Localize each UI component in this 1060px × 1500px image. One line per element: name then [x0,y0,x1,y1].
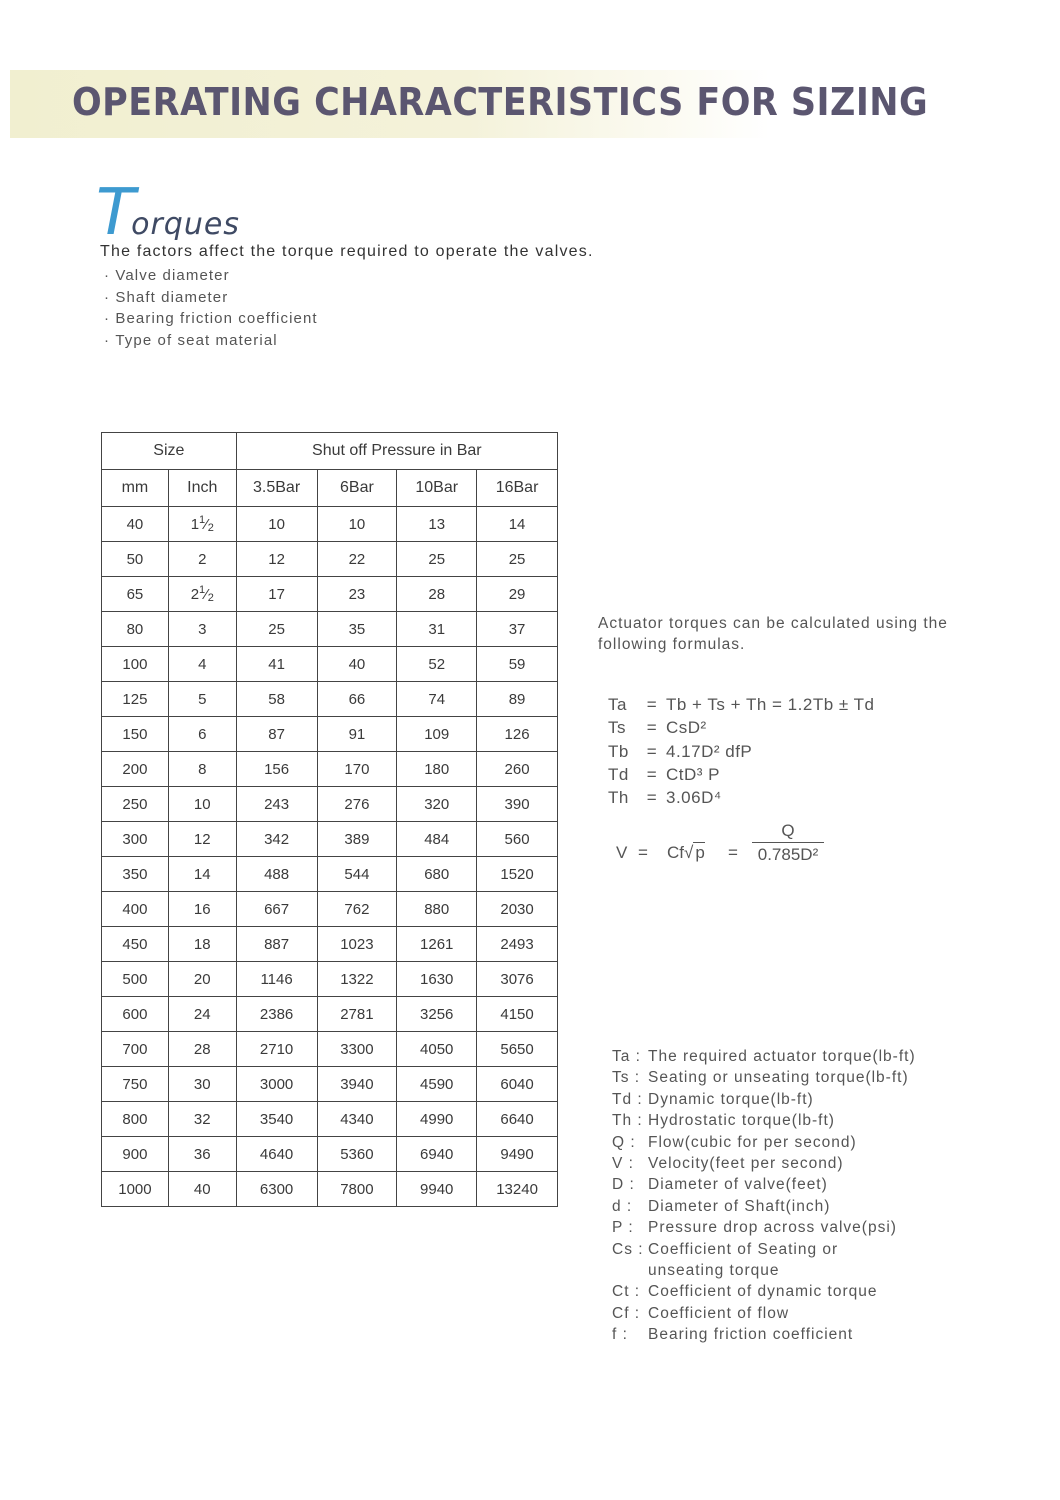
size-group-header: Size [102,433,237,470]
cell-10bar: 31 [397,612,477,647]
cell-mm: 250 [102,787,169,822]
section-heading-initial: T [96,176,136,250]
cell-3-5bar: 667 [236,892,317,927]
cell-mm: 400 [102,892,169,927]
cell-inch: 32 [168,1102,236,1137]
legend-symbol: Ct : [612,1283,641,1301]
formula-lhs: Ts [608,718,626,738]
cell-inch: 3 [168,612,236,647]
velocity-radicand: p [695,843,705,862]
cell-10bar: 320 [397,787,477,822]
table-row [102,1172,558,1207]
cell-3-5bar: 6300 [236,1172,317,1207]
cell-inch: 8 [168,752,236,787]
cell-inch: $1^1⁄_2$ [168,507,236,542]
cell-inch: 2 [168,542,236,577]
legend-description: Hydrostatic torque(lb-ft) [648,1112,835,1130]
cell-10bar: 4990 [397,1102,477,1137]
cell-mm: 700 [102,1032,169,1067]
cell-6bar: 91 [317,717,397,752]
column-header-mm: mm [102,470,169,507]
legend-item [612,1046,916,1067]
cell-6bar: 7800 [317,1172,397,1207]
cell-10bar: 13 [397,507,477,542]
column-header-16bar: 16Bar [477,470,558,507]
legend-description: Velocity(feet per second) [648,1154,844,1172]
cell-mm: 800 [102,1102,169,1137]
legend-symbol: D : [612,1176,635,1194]
legend-item [612,1260,916,1281]
formula-lhs: Ta [608,695,627,714]
cell-3-5bar: 2710 [236,1032,317,1067]
cell-3-5bar: 887 [236,927,317,962]
table-row [102,542,558,577]
cell-inch: 36 [168,1137,236,1172]
table-row [102,927,558,962]
cell-mm: 450 [102,927,169,962]
column-header-inch: Inch [168,470,236,507]
cell-6bar: 35 [317,612,397,647]
cell-3-5bar: 87 [236,717,317,752]
legend-item [612,1303,916,1324]
cell-inch: 10 [168,787,236,822]
cell-10bar: 1261 [397,927,477,962]
cell-6bar: 23 [317,577,397,612]
legend-symbol: Td : [612,1090,643,1108]
cell-10bar: 25 [397,542,477,577]
cell-inch: 24 [168,997,236,1032]
cell-mm: 1000 [102,1172,169,1207]
formula-lhs: Tb [608,741,629,761]
legend-item [612,1067,916,1088]
cell-16bar: 25 [477,542,558,577]
table-row [102,752,558,787]
cell-mm: 350 [102,857,169,892]
column-header-6bar: 6Bar [317,470,397,507]
cell-10bar: 1630 [397,962,477,997]
cell-3-5bar: 10 [236,507,317,542]
cell-10bar: 74 [397,682,477,717]
cell-10bar: 4050 [397,1032,477,1067]
table-row [102,1067,558,1102]
cell-3-5bar: 342 [236,822,317,857]
table-row [102,962,558,997]
cell-inch: 4 [168,647,236,682]
cell-3-5bar: 3540 [236,1102,317,1137]
cell-3-5bar: 12 [236,542,317,577]
legend-item [612,1089,916,1110]
cell-6bar: 1322 [317,962,397,997]
legend-symbol: Ta : [612,1048,641,1065]
formula-ts: Ts = CsD² [608,718,707,738]
velocity-denominator: 0.785D² [757,845,819,864]
legend-item [612,1281,916,1302]
legend-description: Coefficient of dynamic torque [648,1283,878,1301]
cell-3-5bar: 243 [236,787,317,822]
formula-td: Td = CtD³ P [608,764,720,784]
legend-symbol: Th : [612,1112,643,1130]
cell-16bar: 4150 [477,997,558,1032]
section-heading [96,176,244,250]
velocity-lhs: V [616,843,628,862]
formula-th: Th = 3.06D⁴ [608,788,722,808]
formula-rhs: 3.06D⁴ [666,788,722,808]
cell-mm: 900 [102,1137,169,1172]
table-row [102,892,558,927]
cell-16bar: 29 [477,577,558,612]
cell-6bar: 10 [317,507,397,542]
cell-6bar: 22 [317,542,397,577]
cell-6bar: 1023 [317,927,397,962]
formula-rhs: CtD³ P [666,764,720,784]
table-row [102,612,558,647]
cell-6bar: 389 [317,822,397,857]
cell-6bar: 276 [317,787,397,822]
cell-mm: 40 [102,507,169,542]
cell-10bar: 484 [397,822,477,857]
legend-item [612,1324,916,1345]
column-header-3-5bar: 3.5Bar [236,470,317,507]
cell-inch: 28 [168,1032,236,1067]
velocity-fraction [752,820,824,865]
cell-16bar: 3076 [477,962,558,997]
legend-item [612,1110,916,1131]
cell-mm: 80 [102,612,169,647]
cell-16bar: 13240 [477,1172,558,1207]
cell-6bar: 3300 [317,1032,397,1067]
cell-inch: 20 [168,962,236,997]
table-row [102,577,558,612]
legend-item [612,1217,916,1238]
legend-description: Diameter of valve(feet) [648,1176,828,1194]
table-row [102,857,558,892]
cell-10bar: 680 [397,857,477,892]
column-header-10bar: 10Bar [397,470,477,507]
factor-item: · Type of seat material [104,330,318,352]
cell-3-5bar: 25 [236,612,317,647]
cell-6bar: 66 [317,682,397,717]
cell-inch: 5 [168,682,236,717]
cell-6bar: 40 [317,647,397,682]
cell-6bar: 4340 [317,1102,397,1137]
table-row [102,822,558,857]
symbol-legend [612,1046,916,1345]
cell-inch: 40 [168,1172,236,1207]
legend-item [612,1174,916,1195]
formula-intro: Actuator torques can be calculated using the following formulas. [598,615,948,653]
formula-rhs: CsD² [666,718,707,738]
cell-6bar: 544 [317,857,397,892]
formula-rhs: 4.17D² dfP [666,741,753,761]
legend-description: Flow(cubic for per second) [648,1133,857,1151]
cell-10bar: 880 [397,892,477,927]
legend-symbol: Q : [612,1133,636,1151]
cell-16bar: 5650 [477,1032,558,1067]
cell-10bar: 9940 [397,1172,477,1207]
cell-inch: 18 [168,927,236,962]
table-row [102,507,558,542]
legend-symbol: Cs : [612,1240,644,1258]
cell-16bar: 560 [477,822,558,857]
legend-description: Diameter of Shaft(inch) [648,1197,831,1215]
legend-description: Seating or unseating torque(lb-ft) [648,1069,909,1087]
cell-mm: 50 [102,542,169,577]
cell-16bar: 6040 [477,1067,558,1102]
legend-description: Coefficient of Seating or [648,1240,839,1258]
cell-mm: 600 [102,997,169,1032]
cell-inch: $2^1⁄_2$ [168,577,236,612]
cell-3-5bar: 488 [236,857,317,892]
cell-6bar: 2781 [317,997,397,1032]
legend-description: Pressure drop across valve(psi) [648,1219,897,1237]
cell-16bar: 2030 [477,892,558,927]
cell-mm: 100 [102,647,169,682]
cell-mm: 65 [102,577,169,612]
legend-symbol: f : [612,1326,628,1344]
table-row [102,1102,558,1137]
legend-item [612,1153,916,1174]
cell-3-5bar: 3000 [236,1067,317,1102]
cell-10bar: 180 [397,752,477,787]
cell-10bar: 4590 [397,1067,477,1102]
cell-16bar: 14 [477,507,558,542]
cell-3-5bar: 41 [236,647,317,682]
cell-3-5bar: 156 [236,752,317,787]
velocity-numerator: Q [781,821,795,840]
cell-6bar: 170 [317,752,397,787]
legend-symbol: Cf : [612,1304,641,1322]
cell-16bar: 260 [477,752,558,787]
legend-symbol: d : [612,1197,633,1215]
cell-inch: 14 [168,857,236,892]
factor-list [104,265,318,351]
cell-3-5bar: 17 [236,577,317,612]
cell-inch: 16 [168,892,236,927]
section-heading-text: orques [131,207,240,242]
cell-10bar: 6940 [397,1137,477,1172]
cell-6bar: 5360 [317,1137,397,1172]
table-row [102,682,558,717]
table-row [102,717,558,752]
cell-mm: 150 [102,717,169,752]
cell-mm: 300 [102,822,169,857]
legend-description: unseating torque [648,1261,780,1279]
pressure-group-header: Shut off Pressure in Bar [236,433,557,470]
table-row [102,997,558,1032]
cell-3-5bar: 58 [236,682,317,717]
intro-text: The factors affect the torque required to operate the valves. [100,243,594,260]
legend-symbol: Ts : [612,1069,641,1087]
cell-16bar: 6640 [477,1102,558,1137]
legend-item [612,1239,916,1260]
cell-16bar: 126 [477,717,558,752]
table-row [102,647,558,682]
factor-item: · Valve diameter [104,265,318,287]
cell-3-5bar: 4640 [236,1137,317,1172]
page-title: OPERATING CHARACTERISTICS FOR SIZING [72,80,929,124]
legend-symbol: P : [612,1219,634,1237]
formula-lhs: Td [608,764,629,784]
cell-10bar: 52 [397,647,477,682]
legend-description: The required actuator torque(lb-ft) [648,1048,916,1065]
cell-6bar: 762 [317,892,397,927]
legend-description: Coefficient of flow [648,1304,790,1322]
cell-10bar: 28 [397,577,477,612]
table-row [102,1137,558,1172]
cell-16bar: 9490 [477,1137,558,1172]
cell-16bar: 89 [477,682,558,717]
legend-item [612,1196,916,1217]
cell-16bar: 2493 [477,927,558,962]
legend-symbol: V : [612,1154,634,1172]
cell-mm: 125 [102,682,169,717]
cell-10bar: 109 [397,717,477,752]
cell-3-5bar: 2386 [236,997,317,1032]
cell-10bar: 3256 [397,997,477,1032]
torque-table [101,432,558,1207]
table-row [102,787,558,822]
cell-16bar: 1520 [477,857,558,892]
factor-item: · Shaft diameter [104,287,318,309]
legend-item [612,1132,916,1153]
cell-16bar: 59 [477,647,558,682]
formula-tb: Tb = 4.17D² dfP [608,741,753,761]
legend-description: Bearing friction coefficient [648,1326,854,1344]
cell-3-5bar: 1146 [236,962,317,997]
cell-inch: 30 [168,1067,236,1102]
formula-list [608,693,874,809]
cell-16bar: 37 [477,612,558,647]
cell-inch: 6 [168,717,236,752]
formula-lhs: Th [608,788,629,808]
cell-inch: 12 [168,822,236,857]
legend-description: Dynamic torque(lb-ft) [648,1090,814,1108]
table-row [102,1032,558,1067]
cell-mm: 200 [102,752,169,787]
factor-item: · Bearing friction coefficient [104,308,318,330]
torque-table-body [102,507,558,1207]
cell-mm: 500 [102,962,169,997]
cell-16bar: 390 [477,787,558,822]
formula-ta: Ta = Tb + Ts + Th = 1.2Tb ± Td [608,695,875,714]
velocity-middle-prefix: Cf√ [667,843,694,862]
cell-6bar: 3940 [317,1067,397,1102]
cell-mm: 750 [102,1067,169,1102]
formula-rhs: Tb + Ts + Th = 1.2Tb ± Td [666,695,875,714]
